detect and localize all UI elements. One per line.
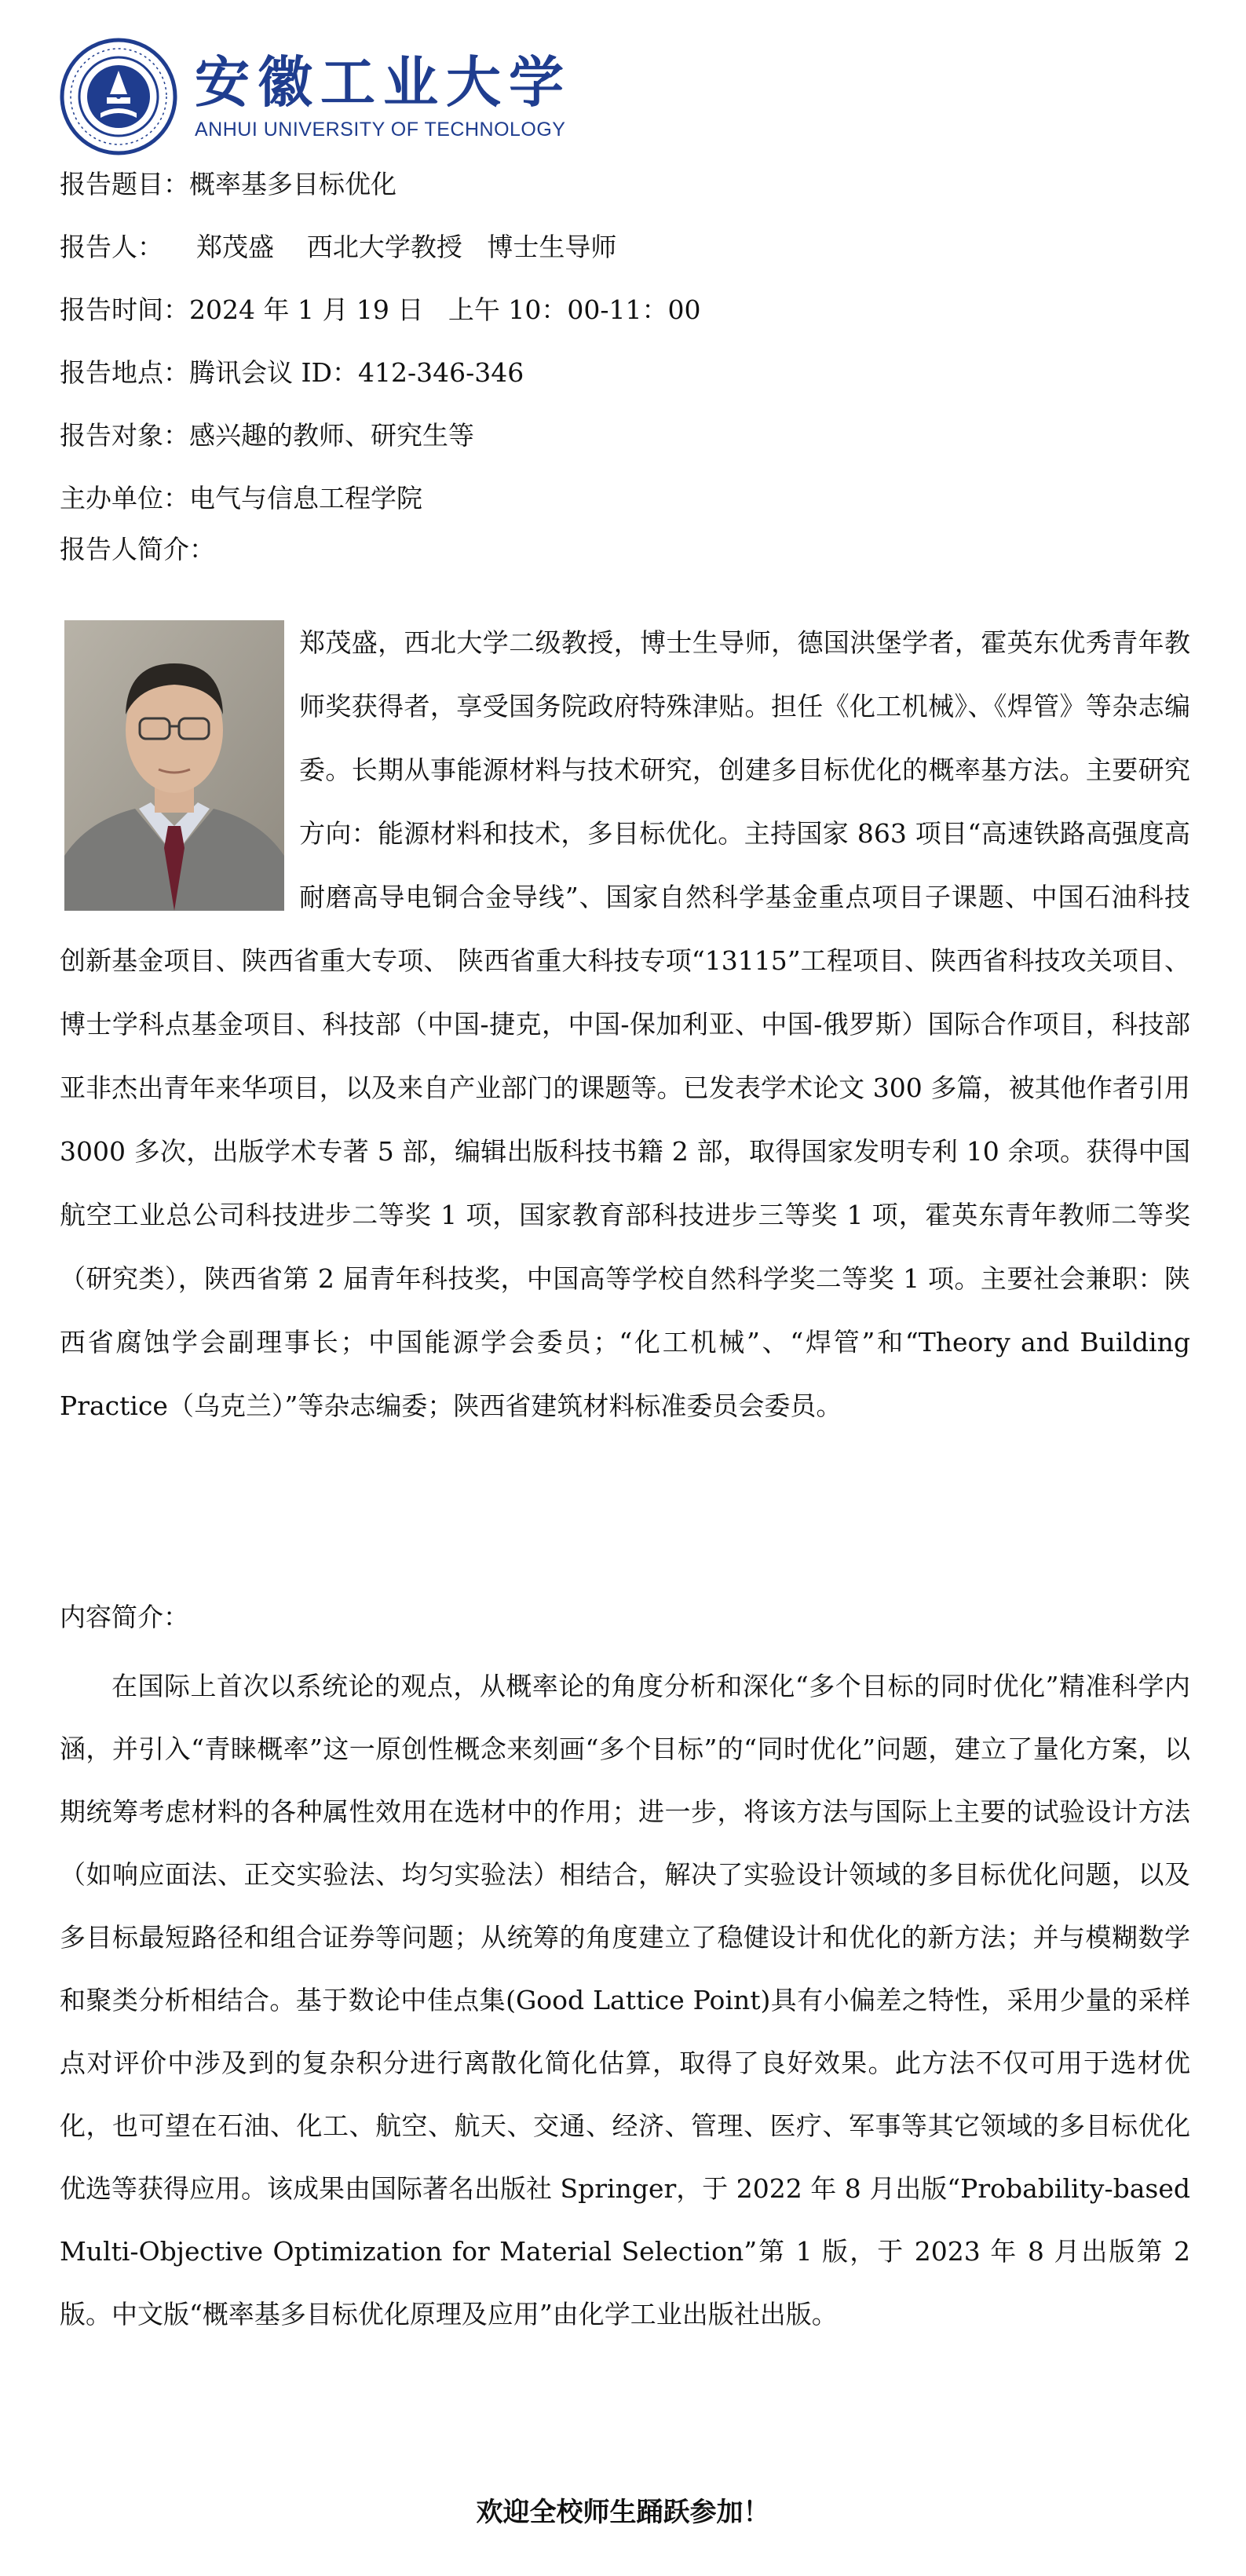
content-paragraph: 在国际上首次以系统论的观点，从概率论的角度分析和深化“多个目标的同时优化”精准科学内涵，并引入“青睐概率”这一原创性概念来刻画“多个目标”的“同时优化”问题，建立了量化方案，以期统筹考虑材料的各种属性效用在选材中的作用；进一步，将该方法与国际上主要的试验设计方法（如响应面法、正交实验法、均匀实验法）相结合，解决了实验设计领域的多目标优化问题，以及多目标最短路径和组合证券等问题；从统筹的角度建立了稳健设计和优化的新方法；并与模糊数学和聚类分析相结合。基于数论中佳点集(Good Lattice Point)具有小偏差之特性，采用少量的采样点对评价中涉及到的复杂积分进行离散化简化估算，取得了良好效果。此方法不仅可用于选材优化，也可望在石油、化工、航空、航天、交通、经济、管理、医疗、军事等其它领域的多目标优化优选等获得应用。该成果由国际著名出版社 Springer，于 2022 年 8 月出版“Probability‑based Multi‑Objective Optimization for Material Selection”第 1 版，于 2023 年 8 月出版第 2 版。中文版“概率基多目标优化原理及应用”由化学工业出版社出版。 [60,1671,1190,2329]
bio-paragraph [60,611,1190,1438]
university-name-en: ANHUI UNIVERSITY OF TECHNOLOGY [195,119,566,141]
university-name-cn: 安徽工业大学 [195,50,572,115]
closing-invitation: 欢迎全校师生踊跃参加！ [476,2497,770,2528]
report-title: 报告题目：概率基多目标优化 [60,169,396,199]
report-time: 报告时间：2024 年 1 月 19 日 上午 10：00-11：00 [60,294,701,325]
university-logo [60,38,572,155]
bio-text: 郑茂盛，西北大学二级教授，博士生导师，德国洪堡学者，霍英东优秀青年教师奖获得者，享受国务院政府特殊津贴。担任《化工机械》、《焊管》等杂志编委。长期从事能源材料与技术研究，创建多目标优化的概率基方法。主要研究方向：能源材料和技术，多目标优化。主持国家 863 项目“高速铁路高强度高耐磨高导电铜合金导线”、国家自然科学基金重点项目子课题、中国石油科技创新基金项目、陕西省重大专项、 陕西省重大科技专项“13115”工程项目、陕西省科技攻关项目、博士学科点基金项目、科技部（中国-捷克，中国-保加利亚、中国-俄罗斯）国际合作项目，科技部亚非杰出青年来华项目，以及来自产业部门的课题等。已发表学术论文 300 多篇，被其他作者引用 3000 多次，出版学术专著 5 部，编辑出版科技书籍 2 部，取得国家发明专利 10 余项。获得中国航空工业总公司科技进步二等奖 1 项，国家教育部科技进步三等奖 1 项，霍英东青年教师二等奖（研究类），陕西省第 2 届青年科技奖，中国高等学校自然科学奖二等奖 1 项。主要社会兼职：陕西省腐蚀学会副理事长；中国能源学会委员；“化工机械”、“焊管”和“Theory and Building Practice（乌克兰）”等杂志编委；陕西省建筑材料标准委员会委员。 [60,627,1190,1421]
report-host: 主办单位：电气与信息工程学院 [60,483,422,513]
content-heading: 内容简介： [60,1602,189,1632]
report-audience: 报告对象：感兴趣的教师、研究生等 [60,420,474,451]
university-seal-icon [60,38,177,155]
bio-heading: 报告人简介： [60,534,215,565]
report-location: 报告地点：腾讯会议 ID：412-346-346 [60,357,524,388]
report-speaker: 报告人： 郑茂盛 西北大学教授 博士生导师 [60,232,617,262]
photo-spacer [60,611,299,929]
